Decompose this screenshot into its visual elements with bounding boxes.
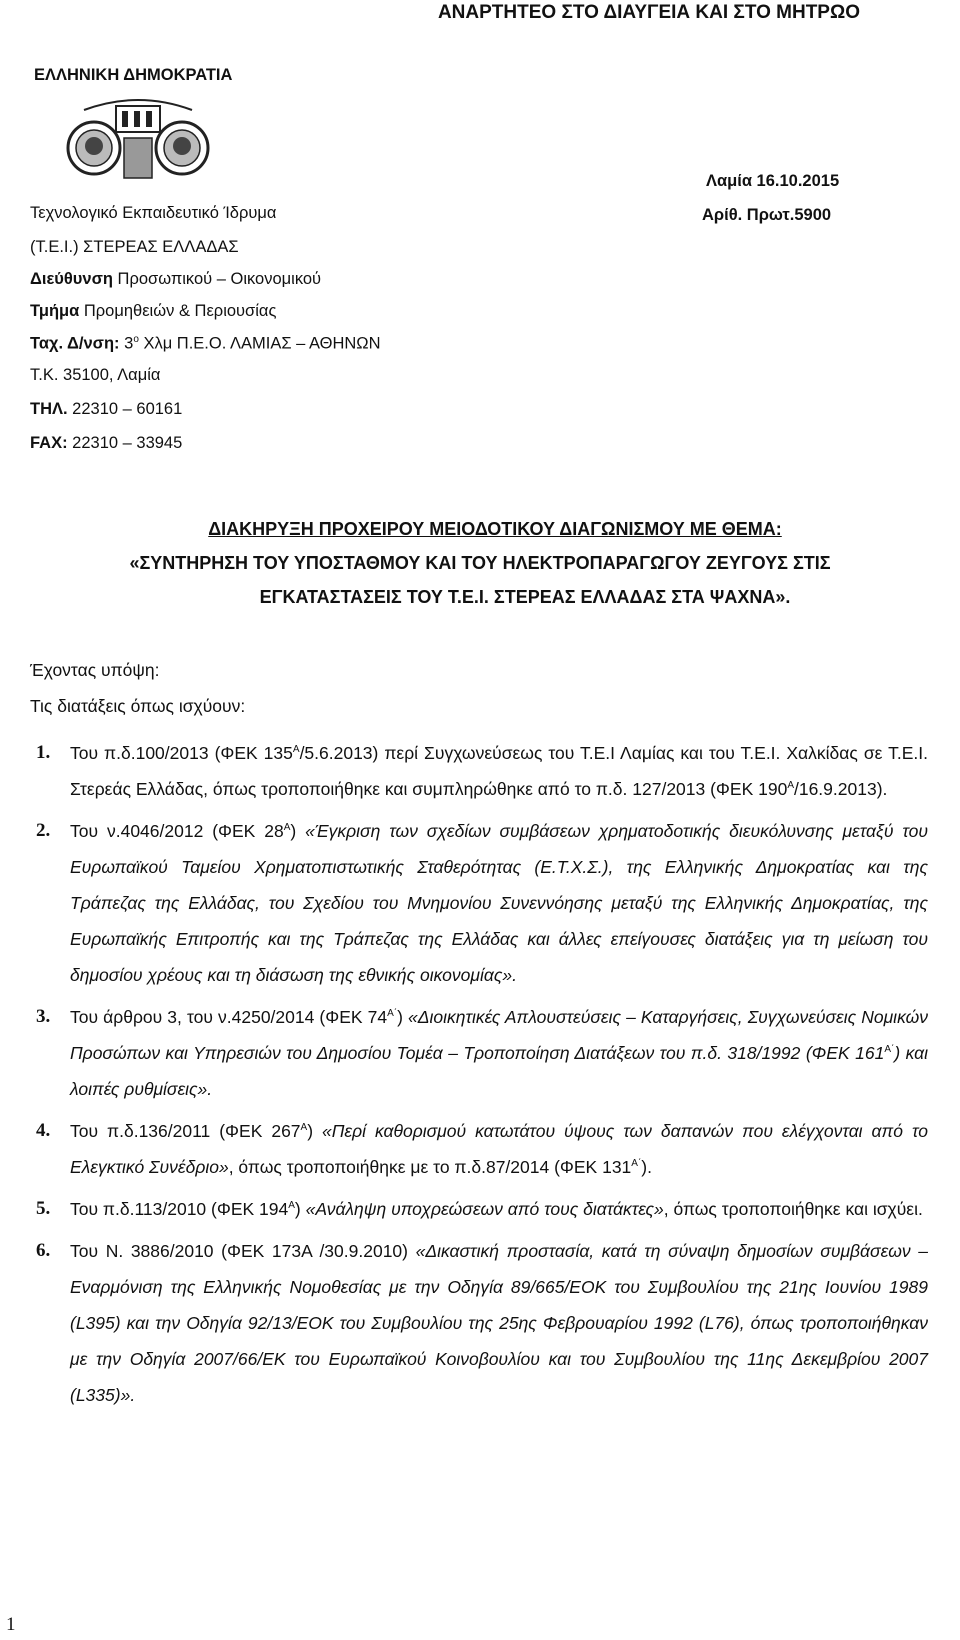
document-title bbox=[0, 512, 960, 614]
institution-name: Τεχνολογικό Εκπαιδευτικό Ίδρυμα bbox=[30, 204, 277, 222]
item-sup: Α bbox=[300, 1122, 308, 1133]
item-text: Του Ν. 3886/2010 (ΦΕΚ 173Α /30.9.2010) bbox=[70, 1241, 416, 1261]
item-italic-text: «Δικαστική προστασία, κατά τη σύναψη δημοσίων συμβάσεων – Εναρμόνιση της Ελληνικής Νομοθεσίας με την Οδηγία 89/665/ΕΟΚ του Συμβουλίου της 21ης Ιουνίου 1989 (L395) και την Οδηγία 92/13/ΕΟΚ του Συμβουλίου της 25ης Φεβρουαρίου 1992 (L76), όπως τροποποιήθηκαν με την Οδηγία 2007/66/ΕΚ του Ευρωπαϊκού Κοινοβουλίου και του Συμβουλίου της 11ης Δεκεμβρίου 2007 (L335)». bbox=[70, 1241, 928, 1405]
item-sup: Α΄ bbox=[631, 1158, 642, 1169]
item-text: Του π.δ.113/2010 (ΦΕΚ 194 bbox=[70, 1199, 289, 1219]
item-text: , όπως τροποποιήθηκε με το π.δ.87/2014 (ΦΕΚ 131 bbox=[228, 1157, 632, 1177]
fax-line bbox=[30, 434, 182, 453]
address-value: Χλμ Π.Ε.Ο. ΛΑΜΙΑΣ – ΑΘΗΝΩΝ bbox=[138, 334, 381, 353]
address-label: Ταχ. Δ/νση: bbox=[30, 334, 120, 353]
item-sup: Α bbox=[283, 822, 291, 833]
list-item bbox=[30, 1113, 928, 1185]
item-text: , όπως τροποποιήθηκε και ισχύει. bbox=[663, 1199, 923, 1219]
department-label: Τμήμα bbox=[30, 302, 80, 320]
department-value: Προμηθειών & Περιουσίας bbox=[79, 302, 277, 320]
item-sup: Α bbox=[292, 744, 300, 755]
item-sup: Α΄ bbox=[387, 1008, 398, 1019]
fax-label: FAX: bbox=[30, 434, 68, 452]
address-km: 3 bbox=[119, 334, 134, 353]
item-text: Του άρθρου 3, του ν.4250/2014 (ΦΕΚ 74 bbox=[70, 1007, 388, 1027]
republic-heading: ΕΛΛΗΝΙΚΗ ΔΗΜΟΚΡΑΤΙΑ bbox=[34, 66, 233, 84]
document-date: Λαμία 16.10.2015 bbox=[706, 172, 840, 190]
phone-line bbox=[30, 400, 182, 419]
item-text: ) bbox=[290, 821, 306, 841]
title-line-1: ΔΙΑΚΗΡΥΞΗ ΠΡΟΧΕΙΡΟΥ ΜΕΙΟΔΟΤΙΚΟΥ ΔΙΑΓΩΝΙΣΜΟΥ ΜΕ ΘΕΜΑ: bbox=[208, 519, 782, 539]
item-text: ) bbox=[307, 1121, 322, 1141]
item-number: 2. bbox=[36, 820, 51, 841]
item-italic-text: «Διοικητικές Απλουστεύσεις – Καταργήσεις, Συγχωνεύσεις Νομικών Προσώπων και Υπηρεσιών του Δημοσίου Τομέα – Τροποποίηση Διατάξεων του π.δ. 318/1992 (ΦΕΚ 161 bbox=[70, 1007, 928, 1063]
list-item bbox=[30, 735, 928, 807]
tei-seal-logo-icon bbox=[64, 96, 212, 186]
item-text: ). bbox=[641, 1157, 652, 1177]
address-ordinal: ο bbox=[133, 334, 139, 345]
item-text: /5.6.2013) περί Συγχωνεύσεως του Τ.Ε.Ι Λαμίας και του Τ.Ε.Ι. Χαλκίδας σε Τ.Ε.Ι. Στερεάς Ελλάδας, όπως τροποποιήθηκε και συμπληρώθηκε από το π.δ. 127/2013 (ΦΕΚ 190 bbox=[70, 743, 928, 799]
list-item bbox=[30, 999, 928, 1107]
item-number: 5. bbox=[36, 1198, 51, 1219]
phone-label: ΤΗΛ. bbox=[30, 400, 68, 418]
item-text: ) bbox=[397, 1007, 409, 1027]
item-italic-text: ) και λοιπές ρυθμίσεις». bbox=[70, 1043, 928, 1099]
item-italic-text: «Περί καθορισμού κατωτάτου ύψους των δαπανών που ελέγχονται από το Ελεγκτικό Συνέδριο» bbox=[70, 1121, 928, 1177]
title-line-2: «ΣΥΝΤΗΡΗΣΗ ΤΟΥ ΥΠΟΣΤΑΘΜΟΥ ΚΑΙ ΤΟΥ ΗΛΕΚΤΡΟΠΑΡΑΓΩΓΟΥ ΖΕΥΓΟΥΣ ΣΤΙΣ bbox=[129, 553, 831, 573]
postal-code-line: Τ.Κ. 35100, Λαμία bbox=[30, 366, 161, 384]
list-item bbox=[30, 1233, 928, 1413]
legal-provisions-list bbox=[30, 735, 928, 1419]
item-sup: Α bbox=[288, 1200, 295, 1211]
item-number: 3. bbox=[36, 1006, 51, 1027]
considering-heading: Έχοντας υπόψη: bbox=[30, 660, 160, 680]
provisions-heading: Τις διατάξεις όπως ισχύουν: bbox=[30, 696, 246, 716]
item-text: Του π.δ.100/2013 (ΦΕΚ 135 bbox=[70, 743, 293, 763]
title-line-3: ΕΓΚΑΤΑΣΤΑΣΕΙΣ ΤΟΥ Τ.Ε.Ι. ΣΤΕΡΕΑΣ ΕΛΛΑΔΑΣ ΣΤΑ ΨΑΧΝΑ». bbox=[259, 587, 791, 607]
item-number: 4. bbox=[36, 1120, 51, 1141]
item-text: /16.9.2013). bbox=[793, 779, 888, 799]
list-item bbox=[30, 813, 928, 993]
page-number: 1 bbox=[6, 1614, 16, 1635]
address-line bbox=[30, 334, 381, 354]
directorate-label: Διεύθυνση bbox=[30, 270, 113, 288]
list-item bbox=[30, 1191, 928, 1227]
department-line bbox=[30, 302, 276, 321]
protocol-number: Αρίθ. Πρωτ.5900 bbox=[702, 206, 832, 224]
item-text: Του π.δ.136/2011 (ΦΕΚ 267 bbox=[70, 1121, 301, 1141]
item-number: 6. bbox=[36, 1240, 51, 1261]
fax-value: 22310 – 33945 bbox=[67, 434, 183, 452]
phone-value: 22310 – 60161 bbox=[67, 400, 183, 418]
item-sup: Α bbox=[787, 780, 794, 791]
item-italic-text: «Ανάληψη υποχρεώσεων από τους διατάκτες» bbox=[305, 1199, 664, 1219]
directorate-value: Προσωπικού – Οικονομικού bbox=[112, 270, 322, 288]
item-text: ) bbox=[294, 1199, 306, 1219]
item-sup: Α΄ bbox=[884, 1044, 895, 1055]
item-number: 1. bbox=[36, 742, 51, 763]
publication-banner: ΑΝΑΡΤΗΤΕΟ ΣΤΟ ΔΙΑΥΓΕΙΑ ΚΑΙ ΣΤΟ ΜΗΤΡΩΟ bbox=[437, 2, 860, 23]
directorate-line bbox=[30, 270, 321, 289]
item-text: Του ν.4046/2012 (ΦΕΚ 28 bbox=[70, 821, 284, 841]
institution-abbrev: (Τ.Ε.Ι.) ΣΤΕΡΕΑΣ ΕΛΛΑΔΑΣ bbox=[30, 238, 239, 256]
item-italic-text: «Έγκριση των σχεδίων συμβάσεων χρηματοδοτικής διευκόλυνσης μεταξύ του Ευρωπαϊκού Ταμείου Χρηματοπιστωτικής Σταθερότητας (Ε.Τ.Χ.Σ.), της Ελληνικής Δημοκρατίας και της Τράπεζας της Ελλάδας, του Σχεδίου του Μνημονίου Συνεννόησης μεταξύ της Ελληνικής Δημοκρατίας, της Ευρωπαϊκής Επιτροπής και της Τράπεζας της Ελλάδας και άλλες επείγουσες διατάξεις για τη μείωση του δημοσίου χρέους και τη διάσωση της εθνικής οικονομίας». bbox=[70, 821, 928, 985]
